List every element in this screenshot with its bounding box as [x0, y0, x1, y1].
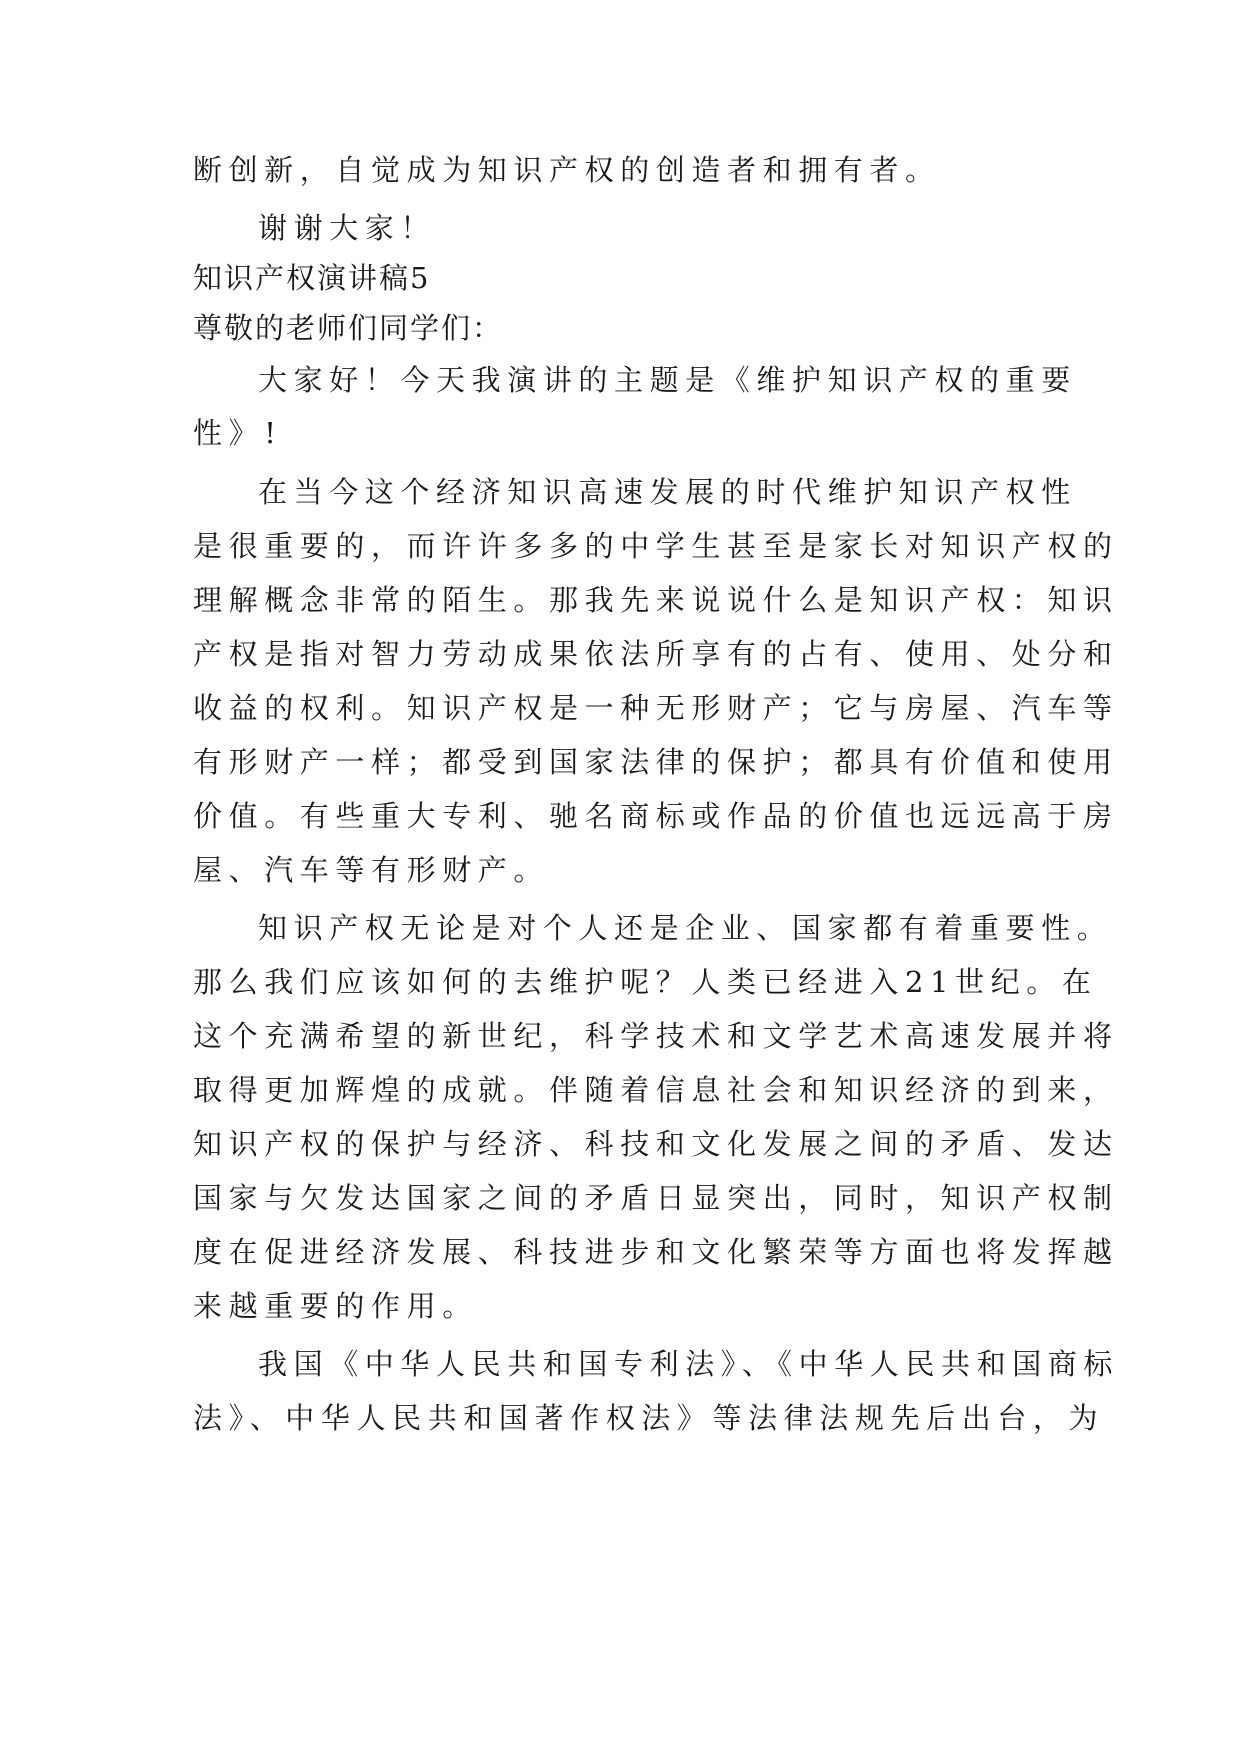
- paragraph-line: 这个充满希望的新世纪，科学技术和文学艺术高速发展并将: [193, 1019, 1119, 1053]
- paragraph-line: 断创新，自觉成为知识产权的创造者和拥有者。: [193, 153, 941, 187]
- paragraph-line: 大家好！今天我演讲的主题是《维护知识产权的重要: [258, 363, 1077, 397]
- paragraph-line: 那么我们应该如何的去维护呢？人类已经进入21世纪。在: [193, 965, 1098, 999]
- paragraph-line: 来越重要的作用。: [193, 1289, 478, 1323]
- paragraph-line: 法》、中华人民共和国著作权法》等法律法规先后出台，为: [193, 1401, 1105, 1435]
- paragraph-line: 知识产权无论是对个人还是企业、国家都有着重要性。: [258, 911, 1113, 945]
- paragraph-line: 是很重要的，而许许多多的中学生甚至是家长对知识产权的: [193, 529, 1119, 563]
- paragraph-line: 我国《中华人民共和国专利法》、《中华人民共和国商标: [258, 1347, 1120, 1381]
- paragraph-line: 屋、汽车等有形财产。: [193, 853, 550, 887]
- paragraph-line: 在当今这个经济知识高速发展的时代维护知识产权性: [258, 475, 1077, 509]
- closing-line: 谢谢大家！: [258, 211, 437, 245]
- paragraph-line: 有形财产一样；都受到国家法律的保护；都具有价值和使用: [193, 745, 1119, 779]
- section-heading: 知识产权演讲稿5: [193, 261, 431, 295]
- salutation: 尊敬的老师们同学们：: [193, 311, 504, 345]
- paragraph-line: 价值。有些重大专利、驰名商标或作品的价值也远远高于房: [193, 799, 1119, 833]
- paragraph-line: 理解概念非常的陌生。那我先来说说什么是知识产权：知识: [193, 583, 1119, 617]
- paragraph-line: 取得更加辉煌的成就。伴随着信息社会和知识经济的到来，: [193, 1073, 1119, 1107]
- paragraph-line: 性》!: [193, 416, 283, 450]
- paragraph-line: 度在促进经济发展、科技进步和文化繁荣等方面也将发挥越: [193, 1235, 1119, 1269]
- paragraph-line: 知识产权的保护与经济、科技和文化发展之间的矛盾、发达: [193, 1127, 1119, 1161]
- paragraph-line: 产权是指对智力劳动成果依法所享有的占有、使用、处分和: [193, 637, 1119, 671]
- paragraph-line: 收益的权利。知识产权是一种无形财产；它与房屋、汽车等: [193, 691, 1119, 725]
- paragraph-line: 国家与欠发达国家之间的矛盾日显突出，同时，知识产权制: [193, 1181, 1119, 1215]
